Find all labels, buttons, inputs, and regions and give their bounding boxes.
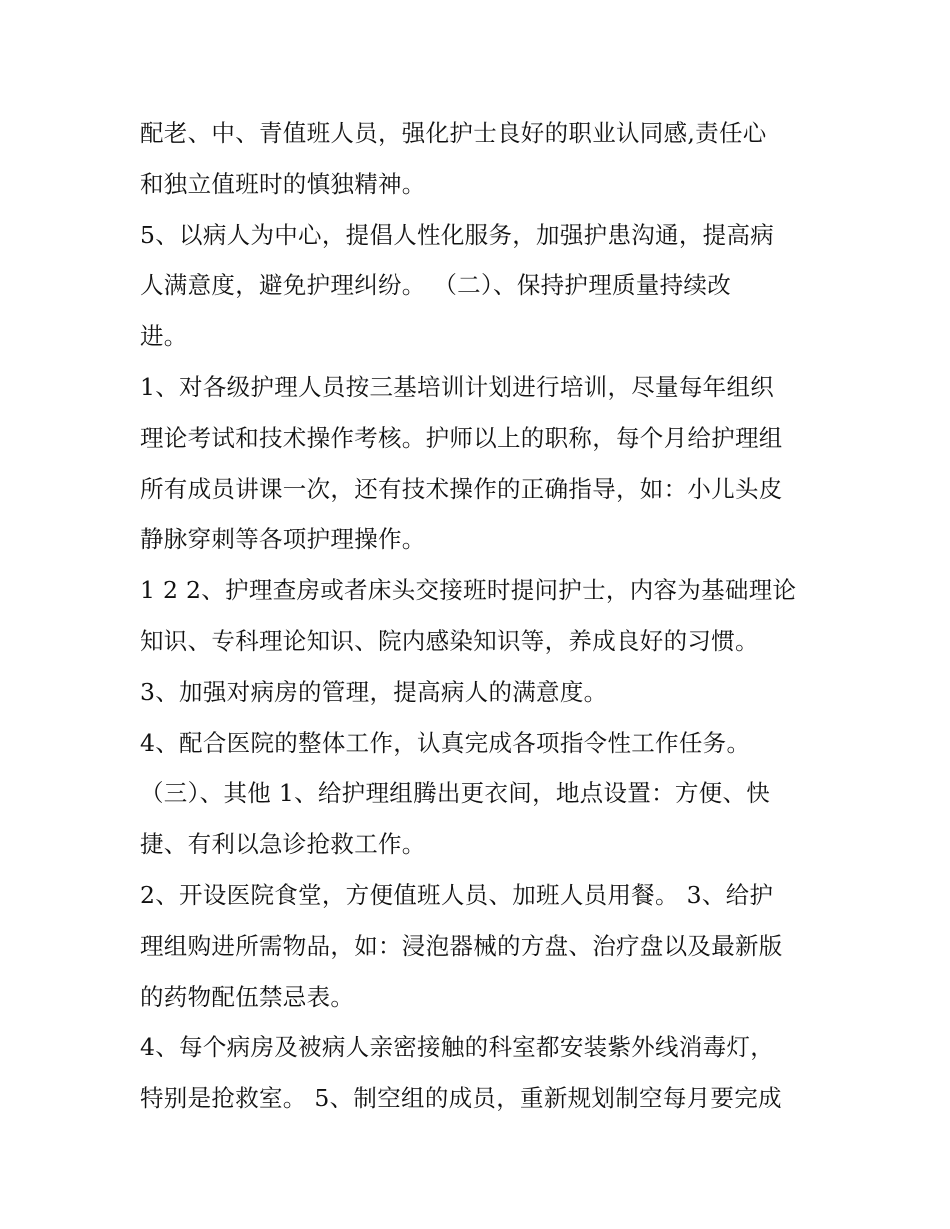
text-line: 理论考试和技术操作考核。护师以上的职称，每个月给护理组 xyxy=(140,423,783,452)
text-line: 的药物配伍禁忌表。 xyxy=(140,982,355,1011)
text-line: 理组购进所需物品，如：浸泡器械的方盘、治疗盘以及最新版 xyxy=(140,931,783,960)
text-line: 和独立值班时的慎独精神。 xyxy=(140,169,426,198)
text-line: 配老、中、青值班人员，强化护士良好的职业认同感,责任心 xyxy=(140,119,767,147)
text-line: 1 2 2、护理查房或者床头交接班时提问护士，内容为基础理论 xyxy=(140,576,797,605)
text-line: 3、加强对病房的管理，提高病人的满意度。 xyxy=(140,677,608,706)
text-line: 特别是抢救室。 5、制空组的成员，重新规划制空每月要完成 xyxy=(140,1084,782,1113)
text-line: 5、以病人为中心，提倡人性化服务，加强护患沟通，提高病 xyxy=(140,220,775,249)
text-line: 人满意度，避免护理纠纷。 （二）、保持护理质量持续改 xyxy=(140,271,732,300)
text-line: 静脉穿刺等各项护理操作。 xyxy=(140,525,426,554)
text-line: 1、对各级护理人员按三基培训计划进行培训，尽量每年组织 xyxy=(140,372,775,401)
text-line: 所有成员讲课一次，还有技术操作的正确指导，如：小儿头皮 xyxy=(140,474,783,503)
text-line: 2、开设医院食堂，方便值班人员、加班人员用餐。 3、给护 xyxy=(140,880,774,909)
text-line: 4、配合医院的整体工作，认真完成各项指令性工作任务。 xyxy=(140,728,751,757)
document-body xyxy=(140,108,830,1124)
text-line: 捷、有利以急诊抢救工作。 xyxy=(140,830,426,859)
text-line: （三）、其他 1、给护理组腾出更衣间，地点设置：方便、快 xyxy=(140,779,771,808)
text-line: 知识、专科理论知识、院内感染知识等，养成良好的习惯。 xyxy=(140,626,759,655)
text-line: 进。 xyxy=(140,322,188,351)
text-line: 4、每个病房及被病人亲密接触的科室都安装紫外线消毒灯， xyxy=(140,1033,775,1062)
